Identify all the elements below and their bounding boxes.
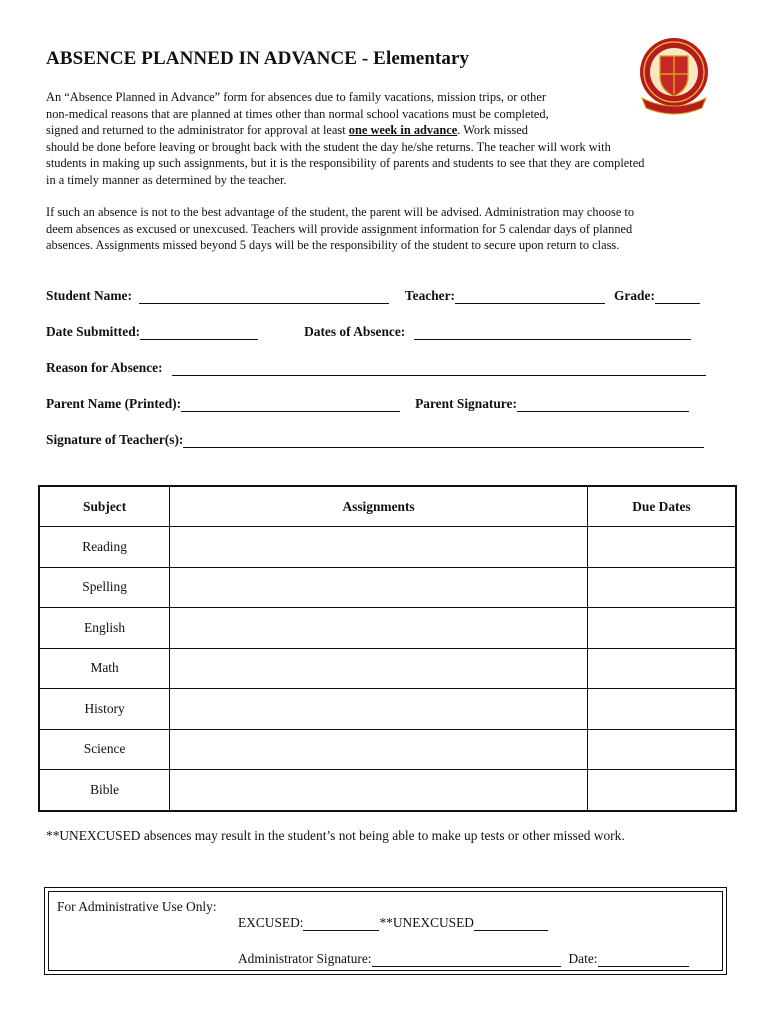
parent-signature-label: Parent Signature: bbox=[415, 396, 517, 411]
assignments-table bbox=[38, 485, 737, 812]
reason-field[interactable] bbox=[172, 361, 706, 376]
table-row bbox=[39, 689, 736, 730]
assignment-cell[interactable] bbox=[170, 689, 588, 730]
due-date-cell[interactable] bbox=[587, 770, 736, 811]
row-teacher-signature bbox=[46, 432, 704, 448]
admin-date-field[interactable] bbox=[598, 952, 689, 967]
dates-of-absence-label: Dates of Absence: bbox=[304, 324, 406, 339]
table-row bbox=[39, 770, 736, 811]
due-date-cell[interactable] bbox=[587, 608, 736, 649]
intro-line: students in making up such assignments, but it is the responsibility of parents and students to see that they are completed bbox=[46, 156, 645, 171]
due-date-cell[interactable] bbox=[587, 527, 736, 568]
subject-cell: Bible bbox=[39, 770, 170, 811]
table-row bbox=[39, 608, 736, 649]
intro-paragraph bbox=[46, 89, 731, 189]
parent-signature-field[interactable] bbox=[517, 397, 689, 412]
admin-date-label: Date: bbox=[568, 951, 598, 966]
assignment-cell[interactable] bbox=[170, 527, 588, 568]
due-date-cell[interactable] bbox=[587, 648, 736, 689]
assignments-header: Assignments bbox=[170, 486, 588, 527]
admin-signature-label: Administrator Signature: bbox=[238, 951, 372, 966]
intro-line: non-medical reasons that are planned at times other than normal school vacations must be completed, bbox=[46, 106, 549, 121]
assignment-cell[interactable] bbox=[170, 648, 588, 689]
teacher-signature-field[interactable] bbox=[183, 433, 704, 448]
admin-excused-row bbox=[238, 915, 548, 931]
intro-line: An “Absence Planned in Advance” form for absences due to family vacations, mission trips, or other bbox=[46, 90, 546, 104]
parent-name-label: Parent Name (Printed): bbox=[46, 396, 182, 411]
table-row bbox=[39, 527, 736, 568]
subject-header: Subject bbox=[39, 486, 170, 527]
student-name-field[interactable] bbox=[139, 289, 389, 304]
subject-cell: Math bbox=[39, 648, 170, 689]
teacher-field[interactable] bbox=[455, 289, 605, 304]
policy-line: deem absences as excused or unexcused. Teachers will provide assignment information for 5 calendar days of planned bbox=[46, 221, 633, 236]
parent-name-field[interactable] bbox=[181, 397, 400, 412]
teacher-signature-label: Signature of Teacher(s): bbox=[46, 432, 184, 447]
table-row bbox=[39, 729, 736, 770]
due-date-cell[interactable] bbox=[587, 729, 736, 770]
table-row bbox=[39, 648, 736, 689]
unexcused-field[interactable] bbox=[474, 916, 548, 931]
intro-text: signed and returned to the administrator for approval at least bbox=[46, 123, 349, 138]
subject-cell: Spelling bbox=[39, 567, 170, 608]
reason-label: Reason for Absence: bbox=[46, 360, 163, 375]
admin-signature-field[interactable] bbox=[372, 952, 561, 967]
assignment-cell[interactable] bbox=[170, 770, 588, 811]
dates-of-absence-field[interactable] bbox=[414, 325, 691, 340]
row-parent bbox=[46, 396, 689, 412]
intro-text: . Work missed bbox=[457, 123, 528, 138]
table-row bbox=[39, 567, 736, 608]
date-submitted-label: Date Submitted: bbox=[46, 324, 141, 339]
assignment-cell[interactable] bbox=[170, 729, 588, 770]
unexcused-note: **UNEXCUSED absences may result in the student’s not being able to make up tests or other missed work. bbox=[46, 828, 625, 843]
excused-label: EXCUSED: bbox=[238, 915, 304, 930]
subject-cell: Science bbox=[39, 729, 170, 770]
table-header-row bbox=[39, 486, 736, 527]
policy-line: If such an absence is not to the best advantage of the student, the parent will be advised. Administration may choose to bbox=[46, 205, 635, 219]
intro-line bbox=[46, 122, 731, 139]
date-submitted-field[interactable] bbox=[140, 325, 258, 340]
assignment-cell[interactable] bbox=[170, 567, 588, 608]
subject-cell: English bbox=[39, 608, 170, 649]
student-name-label: Student Name: bbox=[46, 288, 132, 303]
intro-line: in a timely manner as determined by the teacher. bbox=[46, 172, 287, 187]
due-date-cell[interactable] bbox=[587, 689, 736, 730]
admin-heading: For Administrative Use Only: bbox=[57, 899, 217, 914]
unexcused-label: **UNEXCUSED bbox=[379, 915, 474, 930]
row-student bbox=[46, 288, 700, 304]
assignment-cell[interactable] bbox=[170, 608, 588, 649]
excused-field[interactable] bbox=[303, 916, 379, 931]
subject-cell: Reading bbox=[39, 527, 170, 568]
admin-box bbox=[44, 887, 727, 975]
row-dates bbox=[46, 324, 691, 340]
grade-label: Grade: bbox=[614, 288, 655, 303]
intro-line: should be done before leaving or brought back with the student the day he/she returns. The teacher will work with bbox=[46, 139, 611, 154]
emphasis-one-week: one week in advance bbox=[348, 123, 458, 138]
due-date-cell[interactable] bbox=[587, 567, 736, 608]
row-reason bbox=[46, 360, 706, 376]
grade-field[interactable] bbox=[655, 289, 700, 304]
due-dates-header: Due Dates bbox=[587, 486, 736, 527]
subject-cell: History bbox=[39, 689, 170, 730]
page-title: ABSENCE PLANNED IN ADVANCE - Elementary bbox=[46, 48, 470, 69]
teacher-label: Teacher: bbox=[404, 288, 455, 303]
policy-line: absences. Assignments missed beyond 5 days will be the responsibility of the student to secure upon return to class. bbox=[46, 238, 620, 253]
policy-paragraph bbox=[46, 204, 730, 254]
admin-signature-row bbox=[238, 951, 689, 967]
